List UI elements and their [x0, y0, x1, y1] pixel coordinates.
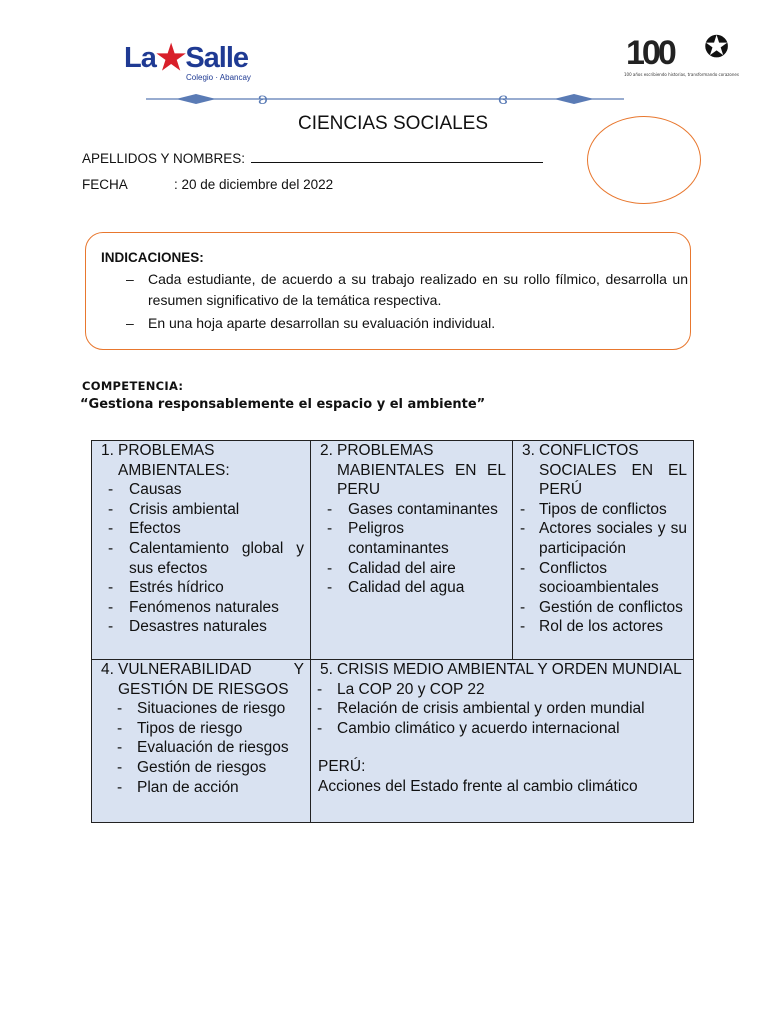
- centenary-tagline: 100 años escribiendo historias, transformando corazones: [624, 72, 739, 77]
- centenary-logo: [622, 30, 740, 80]
- table-cell-vulnerabilidad: [91, 659, 311, 823]
- date-row: [82, 177, 334, 192]
- dash-bullet: –: [126, 315, 134, 331]
- list-item: - Plan de acción: [117, 778, 239, 796]
- list-item: - Crisis ambiental: [108, 500, 240, 518]
- cell-heading: 2. PROBLEMAS MABIENTALES EN EL PERU: [320, 442, 506, 499]
- list-item: - Actores sociales y su participación: [520, 520, 687, 557]
- list-item: - Causas: [108, 481, 182, 499]
- svg-text:ʚ: ʚ: [258, 90, 268, 108]
- grade-circle: [587, 116, 701, 204]
- lasalle-wordmark: La★Salle: [124, 39, 249, 77]
- cell-heading: 3. CONFLICTOS SOCIALES EN EL PERÚ: [522, 442, 687, 499]
- table-cell-crisis-mundial: [310, 659, 694, 823]
- table-cell-problemas-peru: [310, 440, 513, 660]
- list-item: - Tipos de conflictos: [520, 500, 667, 518]
- name-label: APELLIDOS Y NOMBRES:: [82, 151, 246, 166]
- indicacion-item: – Cada estudiante, de acuerdo a su trabajo realizado en su rollo fílmico, desarrolla un resumen significativo de la temática respectiva.: [126, 271, 688, 308]
- list-item: - Tipos de riesgo: [117, 719, 243, 737]
- list-item: - Situaciones de riesgo: [117, 700, 286, 718]
- list-item: - Rol de los actores: [520, 618, 664, 636]
- list-item: - Estrés hídrico: [108, 579, 224, 597]
- competencia-text: “Gestiona responsablemente el espacio y el ambiente”: [80, 397, 486, 412]
- table-cell-problemas-ambientales: [91, 440, 311, 660]
- lasalle-subtitle: Colegio · Abancay: [186, 73, 251, 82]
- cell-heading: 4. VULNERABILIDAD Y GESTIÓN DE RIESGOS: [101, 661, 304, 698]
- list-item: - La COP 20 y COP 22: [317, 680, 485, 698]
- centenary-number: 100: [626, 34, 674, 72]
- indicacion-item: – En una hoja aparte desarrollan su evaluación individual.: [126, 313, 688, 334]
- table-cell-conflictos-sociales: [512, 440, 694, 660]
- list-item: - Peligros contaminantes: [327, 520, 449, 557]
- list-item: - Conflictos socioambientales: [520, 559, 659, 597]
- date-value: : 20 de diciembre del 2022: [174, 177, 334, 192]
- list-item: - Calidad del aire: [327, 559, 456, 577]
- list-item: - Efectos: [108, 520, 181, 538]
- svg-text:ɞ: ɞ: [498, 90, 508, 108]
- list-item: - Relación de crisis ambiental y orden mundial: [317, 700, 645, 718]
- dash-bullet: –: [126, 271, 134, 287]
- list-item: - Calentamiento global y sus efectos: [108, 539, 304, 577]
- lasalle-logo: [124, 30, 254, 86]
- ornamental-divider: [146, 90, 624, 108]
- list-item: - Fenómenos naturales: [108, 598, 279, 616]
- star-icon: ★: [155, 39, 186, 77]
- list-item: - Gases contaminantes: [327, 500, 498, 518]
- list-item: - Cambio climático y acuerdo internacional: [317, 719, 620, 737]
- star-outline-icon: ✪: [704, 30, 730, 65]
- competencia-label: COMPETENCIA:: [82, 379, 184, 393]
- list-item: - Gestión de conflictos: [520, 598, 683, 616]
- peru-label: PERÚ:: [318, 758, 366, 776]
- list-item: - Gestión de riesgos: [117, 758, 267, 776]
- page-title: CIENCIAS SOCIALES: [297, 113, 489, 134]
- cell-heading: 5. CRISIS MEDIO AMBIENTAL Y ORDEN MUNDIAL: [320, 661, 682, 678]
- name-row: [82, 150, 543, 166]
- date-label: FECHA: [82, 177, 128, 192]
- peru-text: Acciones del Estado frente al cambio climático: [318, 777, 638, 795]
- topics-table: [91, 440, 694, 823]
- indicaciones-title: INDICACIONES:: [101, 250, 204, 265]
- list-item: - Calidad del agua: [327, 579, 465, 597]
- list-item: - Evaluación de riesgos: [117, 739, 289, 757]
- cell-heading: 1. PROBLEMAS AMBIENTALES:: [101, 442, 230, 479]
- name-field-line[interactable]: [251, 150, 543, 163]
- list-item: - Desastres naturales: [108, 618, 267, 636]
